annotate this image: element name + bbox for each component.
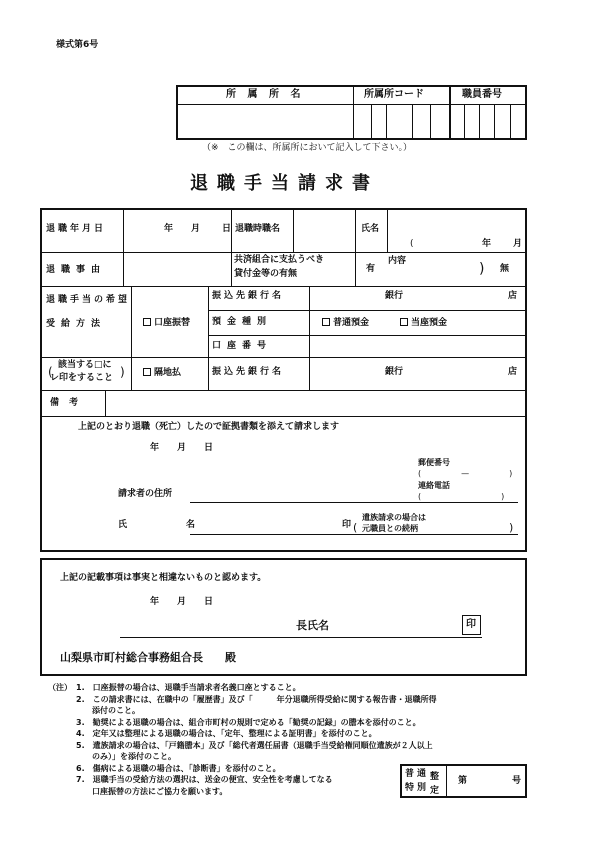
bank-word-2: 銀行 bbox=[385, 367, 404, 377]
retire-date-label: 退職年月日 bbox=[46, 224, 107, 234]
loan-paren-close: ) bbox=[479, 261, 485, 277]
account-transfer-checkbox[interactable] bbox=[143, 318, 151, 326]
position-label: 退職時職名 bbox=[235, 224, 281, 234]
remarks-label: 備考 bbox=[50, 398, 89, 408]
option-remote-payment[interactable]: 隔地払 bbox=[143, 368, 181, 378]
office-code-header: 所属所コード bbox=[364, 89, 424, 100]
contact-label: 連絡電話 bbox=[418, 481, 450, 490]
address-line[interactable] bbox=[190, 502, 518, 503]
bank-label-2: 振込先銀行名 bbox=[212, 367, 285, 377]
kyosai-label-1: 共済組合に支払うべき bbox=[234, 255, 325, 265]
option-ordinary[interactable]: 普通預金 bbox=[322, 318, 369, 328]
loan-content-label: 内容 bbox=[388, 256, 407, 266]
reason-label: 退職事由 bbox=[46, 265, 107, 275]
notes-marker: （注） bbox=[48, 683, 72, 692]
loan-yes: 有 bbox=[366, 264, 376, 274]
stamp-ordinary: 普通 bbox=[405, 769, 430, 779]
declaration-date: 年 月 日 bbox=[150, 443, 214, 453]
note-5-cont: のみ）」を添付のこと。 bbox=[76, 752, 176, 761]
retire-date-year-month: 年 月 bbox=[164, 224, 201, 234]
chief-seal: 印 bbox=[466, 619, 476, 630]
employee-number-header: 職員番号 bbox=[462, 89, 502, 100]
hope-label-2: 受給方法 bbox=[46, 319, 107, 329]
form-number: 様式第6号 bbox=[56, 40, 99, 50]
kyosai-label-2: 貸付金等の有無 bbox=[234, 269, 298, 279]
confirm-date: 年 月 日 bbox=[150, 597, 214, 607]
survivor-paren-close: ) bbox=[509, 521, 514, 534]
current-checkbox[interactable] bbox=[400, 318, 408, 326]
option-account-transfer[interactable]: 口座振替 bbox=[143, 318, 190, 328]
address-label: 請求者の住所 bbox=[118, 489, 173, 499]
note-2-cont: 添付のこと。 bbox=[76, 706, 140, 715]
contact-field[interactable]: ( ) bbox=[418, 492, 505, 501]
note-6: 6. 傷病による退職の場合は、「診断書」を添付のこと。 bbox=[76, 764, 281, 773]
deposit-type-label: 預金種別 bbox=[212, 317, 273, 327]
union-head: 山梨県市町村総合事務組合長 殿 bbox=[60, 651, 236, 664]
note-7: 7. 退職手当の受給方法の選択は、送金の便宜、安全性を考慮してなる bbox=[76, 775, 333, 784]
option-current[interactable]: 当座預金 bbox=[400, 318, 447, 328]
office-name-header: 所 属 所 名 bbox=[226, 89, 305, 100]
birth-year: 年 bbox=[482, 239, 492, 249]
postal-field[interactable]: ( — ) bbox=[418, 469, 513, 478]
office-note: （※ この欄は、所属所において記入して下さい。） bbox=[202, 143, 413, 153]
birth-paren: ( bbox=[410, 239, 414, 249]
chief-name-line[interactable] bbox=[120, 637, 482, 638]
note-2: 2. この請求書には、在職中の「履歴書」及び「 年分退職所得受給に関する報告書・退職所得 bbox=[76, 695, 437, 704]
signature-shi: 氏 bbox=[118, 520, 128, 530]
stamp-adjust: 整定 bbox=[430, 772, 440, 796]
loan-no: 無 bbox=[500, 264, 510, 274]
stamp-number-prefix: 第 bbox=[458, 776, 468, 786]
bank-word: 銀行 bbox=[385, 291, 404, 301]
stamp-special: 特別 bbox=[405, 783, 430, 793]
remote-payment-checkbox[interactable] bbox=[143, 368, 151, 376]
signature-line[interactable] bbox=[190, 534, 518, 535]
signature-seal: 印 bbox=[342, 520, 352, 530]
note-4: 4. 定年又は整理による退職の場合は、「定年、整理による証明書」を添付のこと。 bbox=[76, 729, 377, 738]
survivor-note-2: 元職員との続柄 bbox=[362, 524, 418, 533]
retire-date-day: 日 bbox=[222, 224, 232, 234]
survivor-note-1: 遺族請求の場合は bbox=[362, 513, 426, 522]
confirm-text: 上記の記載事項は事実と相違ないものと認めます。 bbox=[60, 573, 267, 583]
note-7-cont: 口座振替の方法にご協力を願います。 bbox=[76, 787, 228, 796]
account-number-label: 口座番号 bbox=[212, 341, 273, 351]
note-1: 1. 口座振替の場合は、退職手当請求者名義口座とすること。 bbox=[76, 683, 301, 692]
branch-word: 店 bbox=[508, 291, 518, 301]
bank-label: 振込先銀行名 bbox=[212, 291, 285, 301]
declaration-text: 上記のとおり退職（死亡）したので証拠書類を添えて請求します bbox=[78, 422, 340, 432]
birth-month: 月 bbox=[513, 239, 523, 249]
postal-label: 郵便番号 bbox=[418, 458, 450, 467]
hope-label-1: 退職手当の希望 bbox=[46, 295, 131, 305]
check-note-1: 該当する□に bbox=[58, 360, 112, 370]
chief-name-label: 長氏名 bbox=[296, 619, 329, 632]
note-3: 3. 勧奨による退職の場合は、組合市町村の規則で定める「勧奨の記録」の謄本を添付のこと。 bbox=[76, 718, 421, 727]
signature-mei: 名 bbox=[186, 520, 196, 530]
form-title: 退職手当請求書 bbox=[190, 173, 379, 194]
stamp-number-suffix: 号 bbox=[512, 776, 522, 786]
note-5: 5. 遺族請求の場合は、「戸籍謄本」及び「総代者選任届書（退職手当受給権同順位遺族が２人以上 bbox=[76, 741, 433, 750]
name-label: 氏名 bbox=[361, 224, 380, 234]
check-note-2: レ印をすること bbox=[50, 373, 114, 383]
ordinary-checkbox[interactable] bbox=[322, 318, 330, 326]
branch-word-2: 店 bbox=[508, 367, 518, 377]
